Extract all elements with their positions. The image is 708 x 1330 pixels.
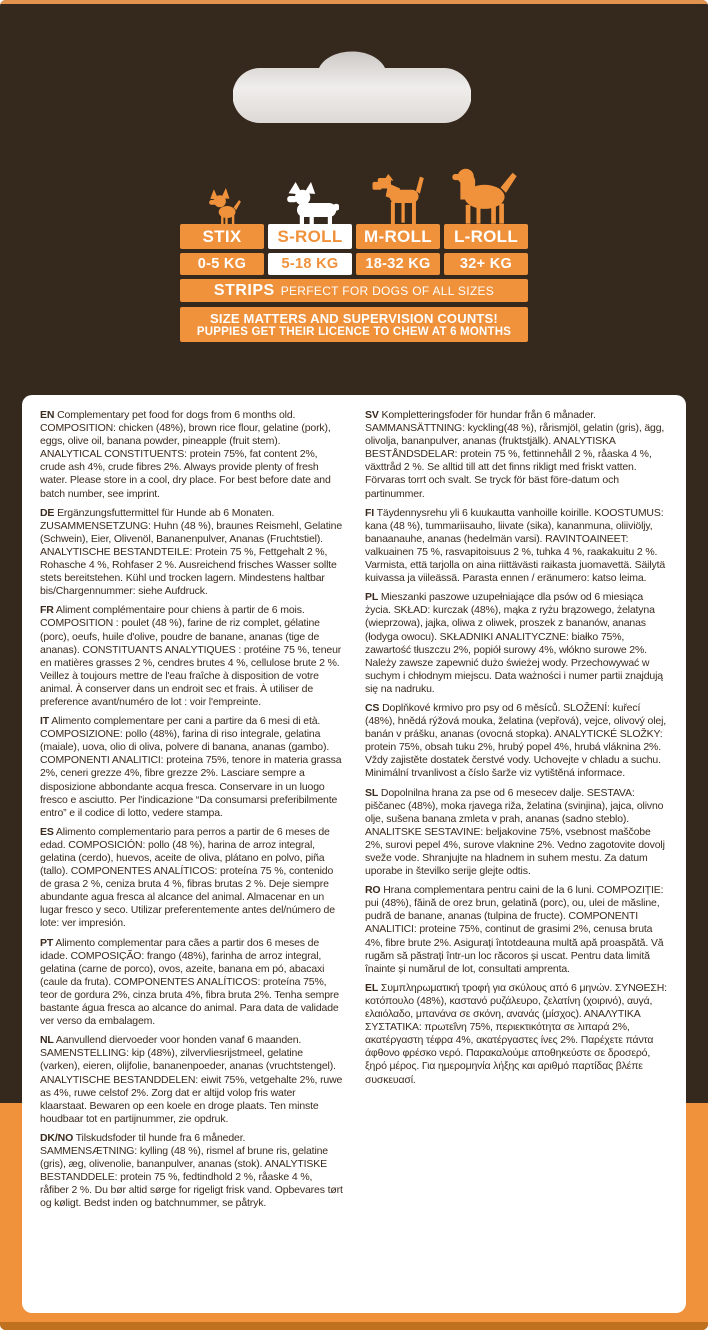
lang-code: IT (40, 715, 50, 728)
lang-code: EL (365, 981, 379, 994)
lang-block-it (40, 715, 343, 820)
lang-block-de (40, 507, 343, 599)
lang-block-pt (40, 937, 343, 1029)
lang-text: Ergänzungsfuttermittel für Hunde ab 6 Monaten. ZUSAMMENSETZUNG: Huhn (48 %), braunes Reismehl, Gelatine (Schwein), Eier, Olivenöl, Bananenpulver, Ananas (Fruchtstiel). ANALYTISCHE BESTANDTEILE: Protein 75 %, Fettgehalt 2 %, Rohasche 4 %, Rohfaser 2 %. Ausreichend frisches Wasser sollte stets bereitstehen. Kühl und trocken lagern. Mindestens haltbar bis/Chargennummer: siehe Aufdruck. (40, 506, 343, 598)
lang-block-pl (365, 591, 668, 696)
lang-text: Aliment complémentaire pour chiens à partir de 6 mois. COMPOSITION : poulet (48 %), farine de riz complet, gélatine (porc), oeufs, huile d'olive, poudre de banane, ananas (tige de ananas). CONSTITUANTS ANALYTIQUES : protéine 75 %, teneur en matières grasses 2 %, cendres brutes 4 %, cellulose brute 2 %. Veillez à toujours mettre de l'eau fraîche à disposition de votre animal. À conserver dans un endroit sec et frais. À utiliser de preference avant/numéro de lot : voir l'empreinte. (40, 604, 342, 708)
dog-silhouettes-row (180, 167, 528, 224)
lang-block-en (40, 409, 343, 501)
supervision-line-2: PUPPIES GET THEIR LICENCE TO CHEW AT 6 MONTHS (196, 326, 512, 338)
lang-code: DE (40, 506, 55, 519)
size-weights-row (180, 253, 528, 275)
lang-text: Dopolnilna hrana za pse od 6 mesecev dalje. SESTAVA: piščanec (48%), moka rjavega riža, želatina (svinjina), jajca, olivno olje, sušena banana zmleta v prah, ananas (sadno steblo). ANALITSKE SESTAVINE: beljakovine 75%, vsebnost maščobe 2%, surovi pepel 4%, surove vlaknine 2%. Vedno zagotovite dovolj sveže vode. Shranjujte na hladnem in suhem mestu. Za datum uporabe in številko serije glejte odtis. (365, 786, 665, 878)
lang-code: PL (365, 591, 379, 604)
size-weight-l-roll: 32+ KG (444, 253, 528, 275)
info-panel (22, 395, 686, 1313)
size-name-m-roll: M-ROLL (356, 224, 440, 249)
lang-block-cs (365, 702, 668, 781)
size-name-s-roll: S-ROLL (268, 224, 352, 249)
info-column-left (40, 409, 343, 1299)
lang-text: Mieszanki paszowe uzupełniające dla psów od 6 miesiąca życia. SKŁAD: kurczak (48%), mąka z ryżu brązowego, żelatyna (wieprzowa), jajka, oliwa z oliwek, proszek z bananów, ananas (łodyga owocu). SKŁADNIKI ANALITYCZNE: białko 75%, zawartość tłuszczu 2%, popiół surowy 4%, włókno surowe 2%. Należy zawsze zapewnić dużo świeżej wody. Przechowywać w suchym i chłodnym miejscu. Data ważności i numer partii znajdują się na nadruku. (365, 591, 663, 695)
dog-terrier-icon (354, 174, 441, 224)
strips-text: PERFECT FOR DOGS OF ALL SIZES (280, 283, 495, 298)
size-name-l-roll: L-ROLL (444, 224, 528, 249)
lang-text: Doplňkové krmivo pro psy od 6 měsíců. SLOŽENÍ: kuřecí (48%), hnědá rýžová mouka, želatina (vepřová), vejce, olivový olej, banán v prášku, ananas (ovocná stopka). ANALYTICKÉ SLOŽKY: protein 75%, obsah tuku 2%, hrubý popel 4%, hrubá vláknina 2%. Vždy zajistěte dostatek čerstvé vody. Uchovejte v chladu a suchu. Minimální trvanlivost a číslo šarže viz vytištěná informace. (365, 701, 667, 780)
supervision-banner (180, 307, 528, 342)
dog-chihuahua-icon (180, 188, 267, 224)
size-names-row (180, 224, 528, 249)
hang-hole (233, 43, 471, 123)
supervision-line-1: SIZE MATTERS AND SUPERVISION COUNTS! (210, 311, 498, 326)
lang-block-ro (365, 884, 668, 976)
lang-text: Täydennysrehu yli 6 kuukautta vanhoille koirille. KOOSTUMUS: kana (48 %), tummariisauho, liivate (sika), kananmuna, oliiviöljy, banaanauhe, ananas (hedelmän varsi). RAVINTOAINEET: valkuainen 75 %, rasvapitoisuus 2 %, tuhka 4 %, raakakuitu 2 %. Varmista, että tarjolla on aina riittävästi raikasta juomavettä. Säilytä kuivassa ja viileässä. Parasta ennen / eränumero: katso leima. (365, 506, 666, 585)
strips-label: STRIPS (213, 281, 275, 299)
size-weight-s-roll: 5-18 KG (268, 253, 352, 275)
lang-code: SV (365, 409, 379, 421)
lang-text: Hrana complementara pentru caini de la 6 luni. COMPOZIȚIE: pui (48%), făină de orez brun, gelatină (porc), ou, ulei de măsline, pudră de banane, ananas (tulpina de fructe). COMPONENTI ANALITICI: proteine 75%, continut de grasimi 2%, cenusa bruta 4%, fibre brute 2%. Asigurați întotdeauna multă apă proaspătă. Vă rugăm să păstrați într-un loc răcoros și uscat. Pentru data limită înainte și numărul de lot, consultati amprenta. (365, 884, 664, 975)
lang-block-fr (40, 604, 343, 709)
lang-block-el (365, 982, 668, 1087)
lang-block-sv (365, 409, 668, 501)
dog-retriever-icon (441, 167, 528, 224)
lang-text: Alimento complementario para perros a partir de 6 meses de edad. COMPOSICIÓN: pollo (48 %), harina de arroz integral, gelatina (cerdo), huevos, aceite de oliva, plátano en polvo, piña (tallo). COMPONENTES ANALÍTICOS: proteína 75 %, contenido de grasa 2 %, ceniza bruta 4 %, fibras brutas 2 %. Deje siempre abundante agua fresca al alcance del animal. Almacenar en un lugar fresco y seco. Utilizar preferentemente antes del/número de lote: ver impresión. (40, 825, 335, 930)
top-edge-trim (0, 0, 708, 4)
lang-code: EN (40, 409, 55, 421)
lang-block-dk-no (40, 1132, 343, 1211)
size-weight-m-roll: 18-32 KG (356, 253, 440, 275)
lang-block-sl (365, 787, 668, 879)
lang-code: DK/NO (40, 1131, 74, 1144)
info-column-right (365, 409, 668, 1299)
lang-text: Complementary pet food for dogs from 6 months old. COMPOSITION: chicken (48%), brown rice flour, gelatine (pork), eggs, olive oil, banana powder, pineapple (fruit stem). ANALYTICAL CONSTITUENTS: protein 75%, fat content 2%, crude ash 4%, crude fibres 2%. Always provide plenty of fresh water. Please store in a cool, dry place. For best before date and batch number, see imprint. (40, 409, 331, 500)
lang-code: FI (365, 506, 375, 519)
lang-text: Alimento complementar para cães a partir dos 6 meses de idade. COMPOSIÇÃO: frango (48%), farinha de arroz integral, gelatina (carne de porco), ovos, azeite, banana em pó, abacaxi (caule da fruta). COMPONENTES ANALÍTICOS: proteína 75%, teor de gordura 2%, cinza bruta 4%, fibra bruta 2%. Tenha sempre bastante água fresca ao alcance do animal. Para data de validade ver verso da embalagem. (40, 936, 339, 1028)
lang-code: SL (365, 786, 379, 799)
lang-block-nl (40, 1034, 343, 1126)
lang-code: CS (365, 701, 380, 714)
lang-code: RO (365, 884, 381, 897)
lang-code: ES (40, 825, 54, 838)
size-chart (180, 167, 528, 342)
strips-banner (180, 279, 528, 302)
lang-text: Tilskudsfoder til hunde fra 6 måneder. SAMMENSÆTNING: kylling (48 %), rismel af brune ris, gelatine (gris), æg, olivenolie, bananpulver, ananas (stok). ANALYTISKE BESTANDDELE: protein 75 %, fedtindhold 2 %, råaske 4 %, råfiber 2 %. Du bør altid sørge for rigeligt frisk vand. Opbevares tørt og køligt. Bedst inden og batchnummer, se påtryk. (40, 1131, 343, 1210)
dog-corgi-icon (267, 182, 354, 224)
lang-text: Aanvullend diervoeder voor honden vanaf 6 maanden. SAMENSTELLING: kip (48%), zilvervliesrijstmeel, gelatine (varken), eieren, olijfolie, bananenpoeder, ananas (vruchtstengel). ANALYTISCHE BESTANDDELEN: eiwit 75%, vetgehalte 2%, ruwe as 4%, ruwe celstof 2%. Zorg dat er altijd volop fris water klaarstaat. Bewaren op een koele en droge plaats. Ten minste houdbaar tot en partijnummer, zie opdruk. (40, 1034, 343, 1125)
lang-text: Kompletteringsfoder för hundar från 6 månader. SAMMANSÄTTNING: kyckling(48 %), rårismjöl, gelatin (gris), ägg, olivolja, bananpulver, ananas (fruktstjälk). ANALYTISKA BESTÅNDSDELAR: protein 75 %, fettinnehåll 2 %, råaska 4 %, växttråd 2 %. Se alltid till att det finns rikligt med friskt vatten. Förvaras torrt och svalt. Se tryck för bäst före-datum och partinummer. (365, 409, 665, 500)
euro-slot-cutout-icon (233, 43, 471, 123)
size-name-stix: STIX (180, 224, 264, 249)
size-weight-stix: 0-5 KG (180, 253, 264, 275)
lang-text: Συμπληρωματική τροφή για σκύλους από 6 μηνών. ΣΥΝΘΕΣΗ: κοτόπουλο (48%), καστανό ρυζάλευρο, ζελατίνη (χοιρινό), αυγά, ελαιόλαδο, μπανάνα σε σκόνη, ανανάς (μίσχος). ΑΝΑΛΥΤΙΚΑ ΣΥΣΤΑΤΙΚΑ: πρωτεΐνη 75%, περιεκτικότητα σε λιπαρά 2%, ακατέργαστη τέφρα 4%, ακατέργαστες ίνες 2%. Παρέχετε πάντα άφθονο φρέσκο νερό. Παρακαλούμε αποθηκεύστε σε δροσερό, ξηρό μέρος. Για ημερομηνία λήξης και αριθμό παρτίδας βλέπε συσκευασί. (365, 981, 667, 1086)
lang-code: PT (40, 936, 54, 949)
lang-text: Alimento complementare per cani a partire da 6 mesi di età. COMPOSIZIONE: pollo (48%), farina di riso integrale, gelatina (maiale), uova, olio di oliva, polvere di banana, ananas (gambo). COMPONENTI ANALITICI: proteina 75%, tenore in materia grassa 2%, ceneri grezze 4%, fibre grezze 2%. Lasciare sempre a disposizione abbondante acqua fresca. Conservare in un luogo fresco e asciutto. Per l'indicazione “Da consumarsi preferibilmente entro” e il codice di lotto, vedere stampa. (40, 715, 342, 819)
lang-code: FR (40, 604, 54, 617)
lang-code: NL (40, 1034, 54, 1047)
lang-block-es (40, 826, 343, 931)
bottom-edge-strip (0, 1322, 708, 1330)
lang-block-fi (365, 507, 668, 586)
